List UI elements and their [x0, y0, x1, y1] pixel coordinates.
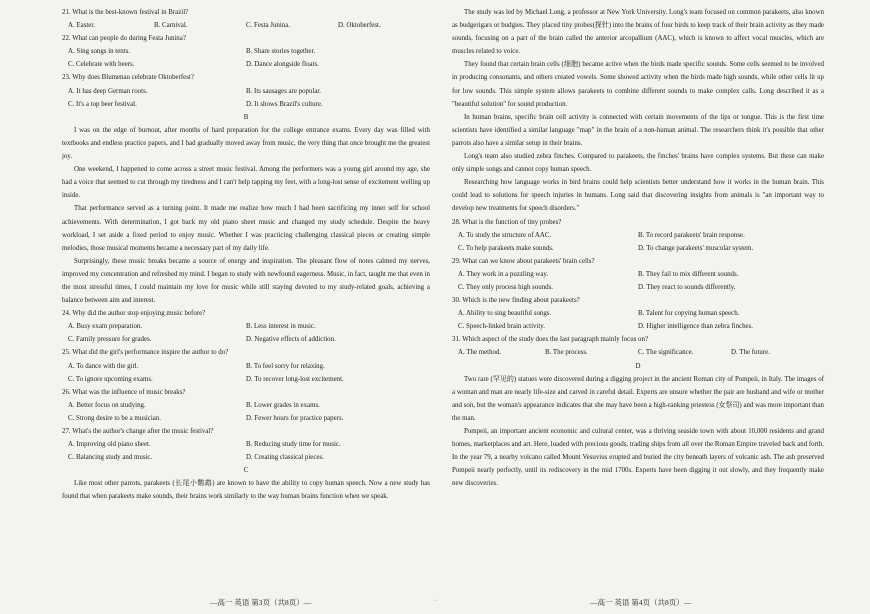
options-row-1 [452, 307, 824, 320]
section-b-heading: B [243, 113, 249, 121]
option-a: A. Sing songs in tents. [68, 48, 131, 56]
question-stem: 21. What is the best-known festival in Brazil? [62, 9, 189, 16]
option-c: C. Speech-linked brain activity. [458, 323, 546, 331]
option-a: A. Improving old piano sheet. [68, 441, 151, 449]
section-c-heading: C [243, 467, 249, 475]
question-27 [62, 425, 430, 464]
option-d: D. Negative effects of addiction. [246, 336, 336, 344]
passage-c-paragraph-5: Long's team also studied zebra finches. Compared to parakeets, the finches' brains have complex systems. But these can make only simple songs and cannot copy human speech. [452, 153, 824, 174]
options [62, 19, 430, 32]
options-row-2 [62, 373, 430, 386]
passage-c-paragraph-6: Researching how language works in bird brains could help scientists better understand how it works in the human brain. This could lead to solutions for speech injuries in humans. Long said that discovering insights from animals is "an important way to develop new treatments for speech disorders." [452, 179, 824, 213]
options-row-1 [62, 360, 430, 373]
option-c: C. To help parakeets make sounds. [458, 244, 554, 252]
option-d: D. The future. [731, 349, 770, 357]
options-row-1 [62, 399, 430, 412]
options-row-2 [62, 333, 430, 346]
options-row-2 [62, 98, 430, 111]
question-29 [452, 255, 824, 294]
option-a: A. Busy exam preparation. [68, 323, 143, 331]
option-c: C. To ignore upcoming exams. [68, 375, 153, 383]
option-d: D. Higher intelligence than zebra finches. [638, 323, 753, 331]
option-c: C. Strong desire to be a musician. [68, 414, 162, 422]
options-row-1 [452, 229, 824, 242]
option-b: B. Its sausages are popular. [246, 87, 322, 95]
options-row-2 [62, 58, 430, 71]
options-row-1 [62, 45, 430, 58]
option-c: C. They only process high sounds. [458, 283, 553, 291]
options-row-2 [452, 281, 824, 294]
options-row-2 [452, 242, 824, 255]
option-d: D. To change parakeets' muscular system. [638, 244, 754, 252]
question-22 [62, 32, 430, 71]
option-c: C. Celebrate with beers. [68, 61, 135, 69]
option-d: D. They react to sounds differently. [638, 283, 736, 291]
question-stem: 22. What can people do during Festa Junina? [62, 35, 186, 43]
option-c: C. Family pressure for grades. [68, 336, 152, 344]
question-28 [452, 216, 824, 255]
options-row-2 [62, 412, 430, 425]
option-d: D. To recover long-lost excitement. [246, 375, 344, 383]
options [452, 346, 824, 359]
option-d: D. Fewer hours for practice papers. [246, 414, 344, 422]
right-page [452, 6, 824, 490]
option-c: C. The significance. [638, 349, 694, 357]
question-stem: 25. What did the girl's performance inspire the author to do? [62, 349, 229, 357]
option-b: B. Less interest in music. [246, 323, 316, 331]
options-row-1 [62, 85, 430, 98]
option-d: D. Creating classical pieces. [246, 454, 324, 462]
option-a: A. The method. [458, 349, 502, 357]
option-d: D. It shows Brazil's culture. [246, 100, 323, 108]
passage-c-paragraph-3: They found that certain brain cells (细胞) became active when the birds made specific sounds. Some cells seemed to be involved in producing consonants, and others created vowels. Some showed activity when the birds made high sounds, while other cells lit up for low sounds. This simple system allows parakeets to combine different sounds to make complex calls. Long described it as a "beautiful solution" for sound production. [452, 61, 824, 108]
option-b: B. Lower grades in exams. [246, 401, 320, 409]
passage-b-paragraph-1: I was on the edge of burnout, after months of hard preparation for the college entrance exams. Every day was filled with textbooks and endless practice papers, and I had gradually moved away from music, the very thing that once brought me the greatest joy. [62, 126, 430, 161]
option-c: C. It's a top beer festival. [68, 100, 137, 108]
option-d: D. Oktoberfest. [338, 22, 381, 30]
question-25 [62, 346, 430, 385]
question-stem: 29. What can we know about parakeets' brain cells? [452, 257, 595, 265]
option-b: B. Reducing study time for music. [246, 441, 341, 449]
options-row-2 [452, 320, 824, 333]
passage-b-paragraph-3: That performance served as a turning point. It made me realize how much I had been sacrificing my inner self for school achievements. With determination, I got back my old piano sheet music and changed my study schedule. Despite the heavy workload, I set aside a fixed period to enjoy music. Whether I was practicing challenging classical pieces or creating simple melodies, those musical moments became a necessary part of my daily life. [62, 205, 430, 252]
question-24 [62, 307, 430, 346]
option-b: B. To feel sorry for relaxing. [246, 362, 325, 370]
question-stem: 27. What's the author's change after the music festival? [62, 428, 214, 435]
options-row-2 [62, 451, 430, 464]
question-stem: 23. Why does Blumenau celebrate Oktoberfest? [62, 74, 194, 82]
option-a: A. Better focus on studying. [68, 401, 146, 409]
passage-c-paragraph-4: In human brains, specific brain cell activity is connected with certain movements of the lips or tongue. This is the first time scientists have identified a similar language "map" in the brain of a non-human animal. The researchers think it's possible that other parrots also have a similar setup in their brains. [452, 113, 824, 147]
left-page [62, 6, 430, 504]
passage-c-paragraph-1: Like most other parrots, parakeets (长尾小鹦鹉) are known to have the ability to copy human speech. Now a new study has found that when parakeets make sounds, their brains work similarly to the way human brains function when we speak. [62, 480, 430, 501]
option-b: B. Talent for copying human speech. [638, 310, 740, 318]
question-26 [62, 386, 430, 425]
option-a: A. Easter. [68, 22, 95, 30]
option-a: A. To dance with the girl. [68, 362, 139, 370]
section-d-heading: D [635, 362, 641, 370]
option-b: B. Share stories together. [246, 48, 316, 56]
passage-b-paragraph-2: One weekend, I happened to come across a street music festival. Among the performers was a young girl around my age, she had a voice that seemed to cut through my tiredness and I can't help tapping my feet, with a long-lost sense of excitement welling up inside. [62, 166, 430, 200]
option-b: B. To record parakeets' brain response. [638, 231, 745, 239]
question-23 [62, 71, 430, 110]
right-page-footer: —高一 英语 第4页（共8页）— [590, 598, 692, 607]
question-stem: 31. Which aspect of the study does the last paragraph mainly focus on? [452, 336, 649, 344]
question-stem: 24. Why did the author stop enjoying music before? [62, 310, 206, 318]
options-row-1 [62, 320, 430, 333]
options-row-1 [62, 438, 430, 451]
option-b: B. The process. [545, 349, 588, 357]
left-page-footer: —高一 英语 第3页（共8页）— [210, 598, 312, 607]
option-a: A. It has deep German roots. [68, 87, 148, 95]
question-stem: 30. Which is the new finding about parakeets? [452, 297, 580, 305]
option-a: A. To study the structure of AAC. [458, 231, 552, 239]
passage-d-paragraph-2: Pompeii, an important ancient economic and cultural center, was a thriving seaside town with about 10,000 residents and grand homes, marketplaces and art. Here, loaded with precious goods, trading ships from all over the Roman Empire traveled back and forth. In the year 79, a nearby volcano called Mount Vesuvius erupted and buried the city beneath layers of volcanic ash. The ash preserved Pompeii nearly perfectly, until its rediscovery in the mid 1700s. Experts have been digging it out slowly, and they frequently make new discoveries. [452, 428, 824, 488]
option-c: C. Balancing study and music. [68, 454, 153, 462]
options-row-1 [452, 268, 824, 281]
question-stem: 26. What was the influence of music breaks? [62, 388, 186, 396]
passage-d-paragraph-1: Two rare (罕见的) statues were discovered during a digging project in the ancient Roman city of Pompeii, in Italy. The images of a woman and man are nearly life-size and carved in careful detail. Experts are unsure whether the pair are husband and wife or mother and son, but the woman's appearance indicates that she may have been a high-ranking priestess (女祭司) and was more important than the man. [452, 375, 824, 422]
option-b: B. Carnival. [154, 22, 188, 30]
passage-c-paragraph-2: The study was led by Michael Long, a professor at New York University. Long's team focused on common parakeets, also known as budgerigars or budgies. They placed tiny probes(探针) into the brains of four birds to keep track of their brain activity as they made sounds, focusing on a part of the brain called the anterior arcopallium (AAC), which is known to affect vocal muscles, which are muscles related to voice. [452, 9, 824, 56]
question-21 [62, 6, 430, 32]
question-31 [452, 333, 824, 359]
option-c: C. Festa Junina. [246, 22, 291, 30]
question-30 [452, 294, 824, 333]
question-stem: 28. What is the function of tiny probes? [452, 218, 562, 226]
option-d: D. Dance alongside floats. [246, 61, 319, 69]
option-a: A. They work in a puzzling way. [458, 270, 549, 278]
center-fold-mark: ·· [433, 598, 437, 604]
passage-b-paragraph-4: Surprisingly, these music breaks became a source of energy and inspiration. The pleasant flow of notes calmed my nerves, improved my concentration and refreshed my mind. I began to study with newfound eagerness. Music, in fact, taught me that even in the most stressful times, I could maintain my love for music while still staying devoted to my study-related goals, achieving a balance between aim and interest. [62, 257, 430, 305]
option-a: A. Ability to sing beautiful songs. [458, 310, 552, 318]
option-b: B. They fail to mix different sounds. [638, 270, 739, 278]
